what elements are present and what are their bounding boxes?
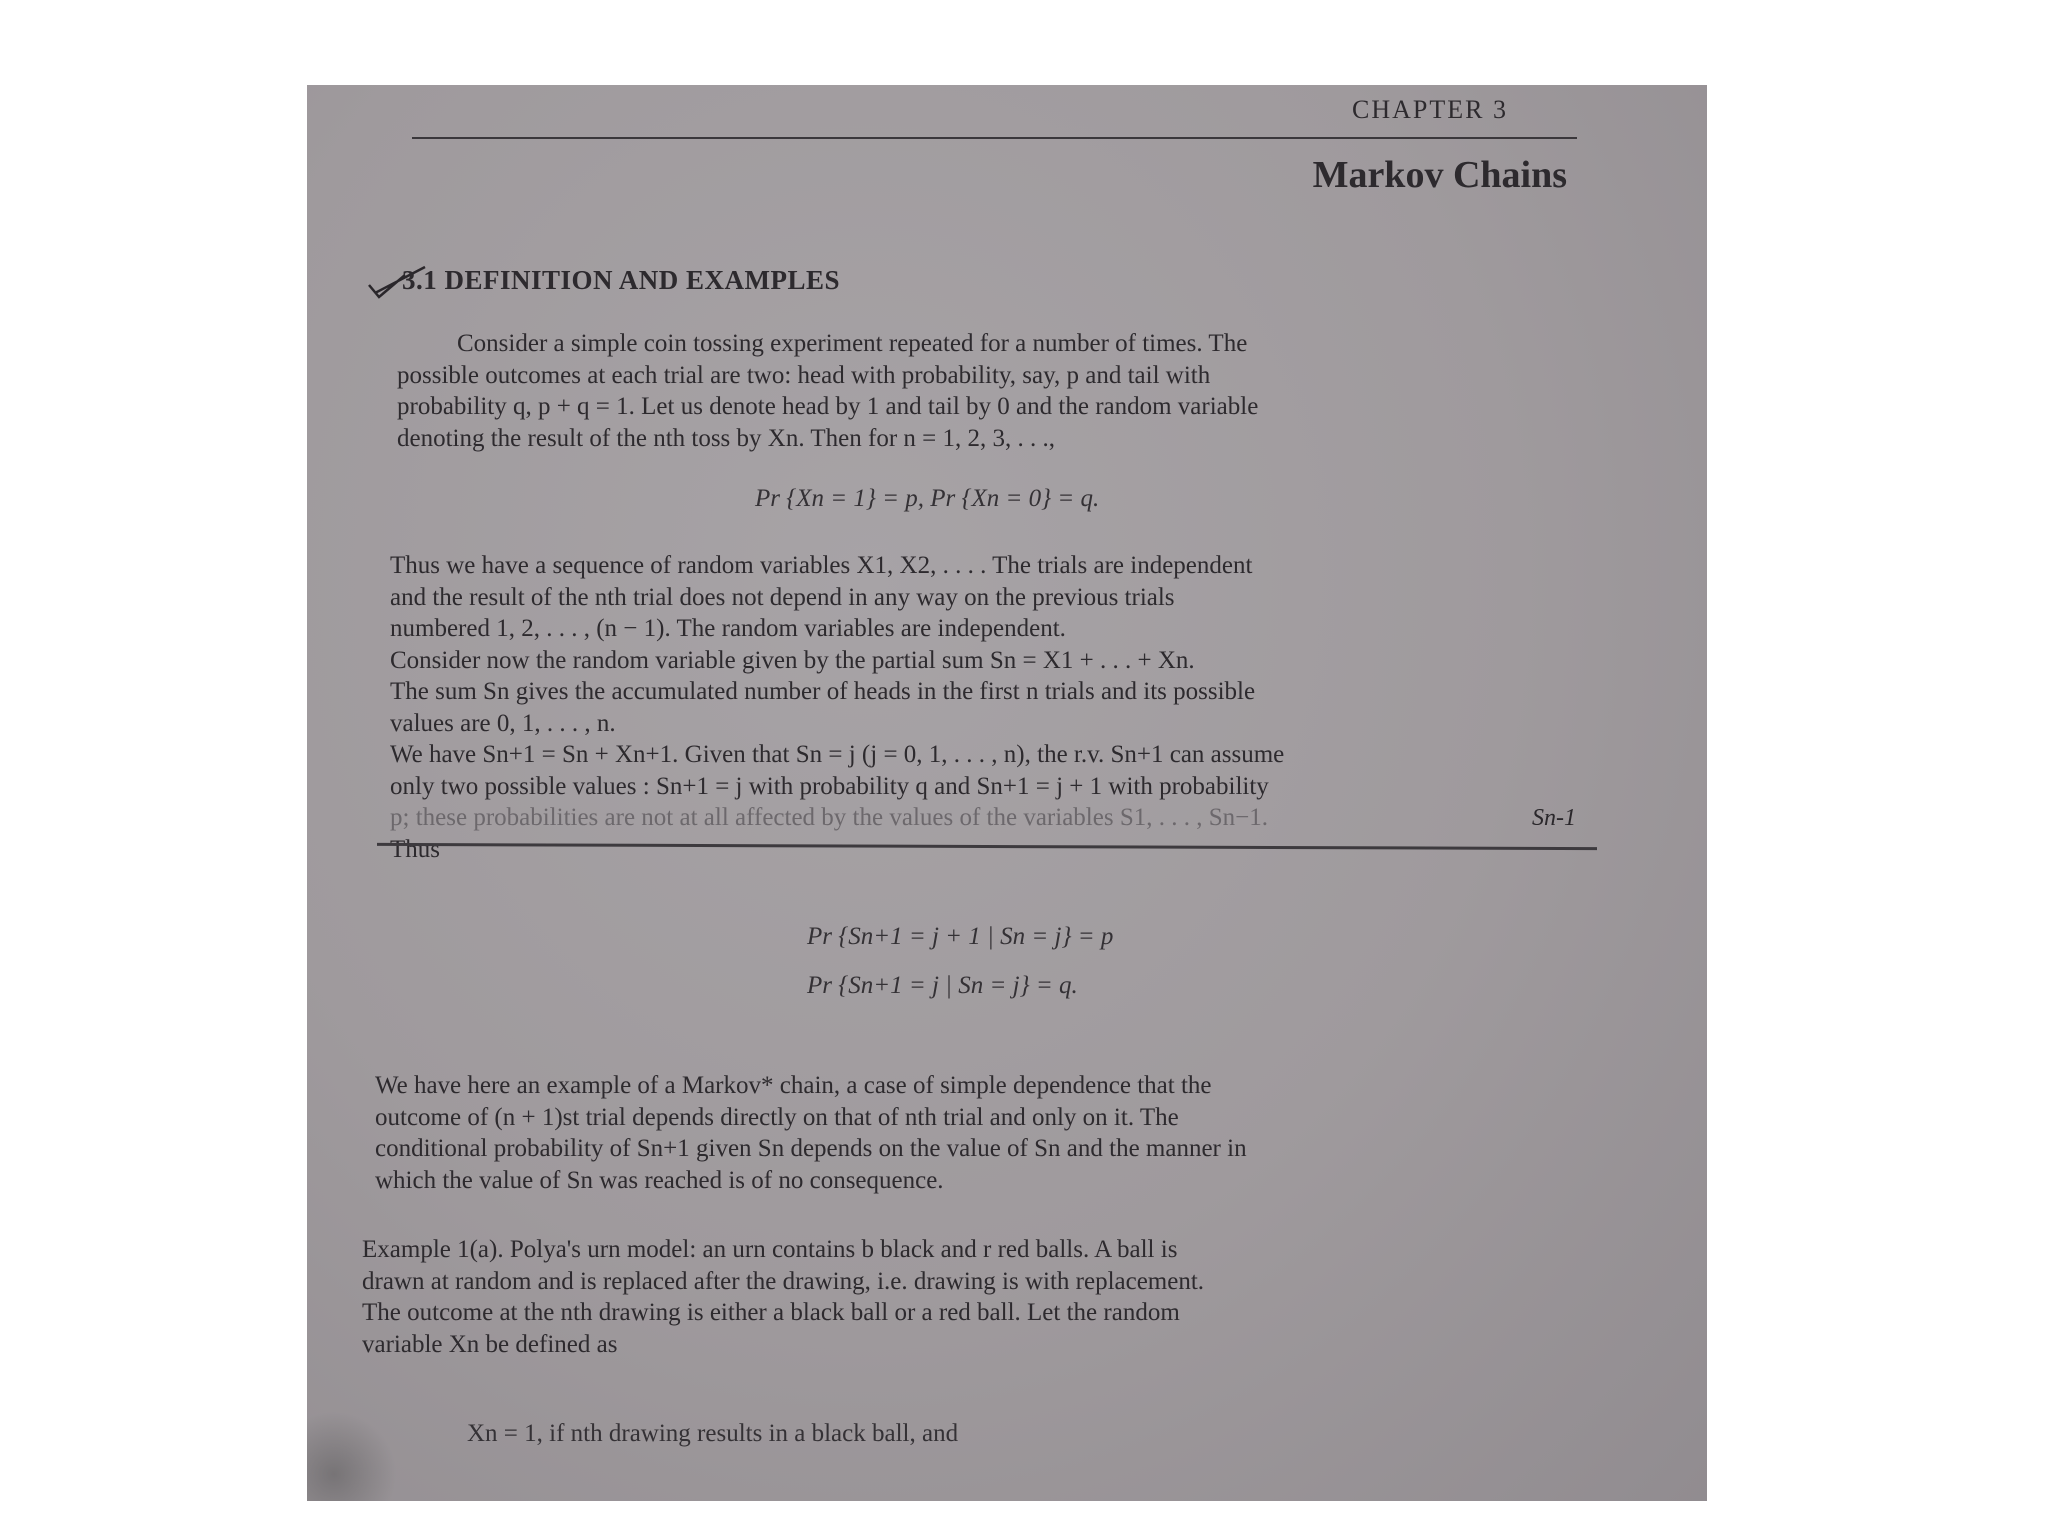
markov-chain-paragraph <box>375 1070 1247 1196</box>
paragraph-line: drawn at random and is replaced after the drawing, i.e. drawing is with replacement. <box>362 1267 1205 1295</box>
paragraph-line: Thus <box>390 835 440 863</box>
paragraph-line: probability q, p + q = 1. Let us denote head by 1 and tail by 0 and the random variable <box>397 393 1259 420</box>
paragraph-line: numbered 1, 2, . . . , (n − 1). The random variables are independent. <box>390 615 1066 642</box>
paragraph-line: Example 1(a). Polya's urn model: an urn contains b black and r red balls. A ball is <box>362 1236 1178 1263</box>
paragraph-line: The outcome at the nth drawing is either a black ball or a red ball. Let the random <box>362 1299 1180 1326</box>
paragraph-line: outcome of (n + 1)st trial depends directly on that of nth trial and only on it. The <box>375 1103 1179 1131</box>
chapter-title: Markov Chains <box>1312 154 1567 196</box>
handwritten-note: Sn-1 <box>1532 805 1576 831</box>
equation-transition-same: Pr {Sn+1 = j | Sn = j} = q. <box>807 972 1078 999</box>
paragraph-line: conditional probability of Sn+1 given Sn depends on the value of Sn and the manner in <box>375 1135 1247 1162</box>
paragraph-line: Thus we have a sequence of random variables X1, X2, . . . . The trials are independent <box>390 552 1253 579</box>
section-heading: 3.1 DEFINITION AND EXAMPLES <box>402 265 841 295</box>
paragraph-line: values are 0, 1, . . . , n. <box>390 709 616 737</box>
chapter-label: CHAPTER 3 <box>1352 95 1508 124</box>
paragraph-line: which the value of Sn was reached is of no consequence. <box>375 1166 944 1194</box>
paragraph-line: We have here an example of a Markov* chain, a case of simple dependence that the <box>375 1072 1212 1099</box>
partial-sum-paragraph <box>390 550 1284 865</box>
header-rule <box>412 137 1577 139</box>
paragraph-line: denoting the result of the nth toss by Xn. Then for n = 1, 2, 3, . . ., <box>397 424 1056 452</box>
document-photo <box>307 85 1707 1501</box>
example-paragraph <box>362 1234 1204 1360</box>
equation-probability: Pr {Xn = 1} = p, Pr {Xn = 0} = q. <box>755 485 1100 512</box>
paragraph-line: Consider now the random variable given by the partial sum Sn = X1 + . . . + Xn. <box>390 646 1195 674</box>
paragraph-line: variable Xn be defined as <box>362 1330 618 1358</box>
paragraph-line: We have Sn+1 = Sn + Xn+1. Given that Sn = j (j = 0, 1, . . . , n), the r.v. Sn+1 can assume <box>390 741 1285 768</box>
paragraph-line: only two possible values : Sn+1 = j with probability q and Sn+1 = j + 1 with probability <box>390 772 1269 800</box>
paragraph-line: Consider a simple coin tossing experiment repeated for a number of times. The <box>457 330 1248 357</box>
paragraph-line: The sum Sn gives the accumulated number of heads in the first n trials and its possible <box>390 678 1256 705</box>
equation-transition-up: Pr {Sn+1 = j + 1 | Sn = j} = p <box>807 923 1114 950</box>
intro-paragraph <box>397 328 1258 454</box>
paragraph-line: possible outcomes at each trial are two: head with probability, say, p and tail with <box>397 361 1211 389</box>
equation-indicator: Xn = 1, if nth drawing results in a black ball, and <box>467 1420 959 1447</box>
paragraph-line: and the result of the nth trial does not depend in any way on the previous trials <box>390 583 1175 611</box>
paragraph-line: p; these probabilities are not at all affected by the values of the variables S1, . . . , Sn−1. <box>390 804 1268 831</box>
